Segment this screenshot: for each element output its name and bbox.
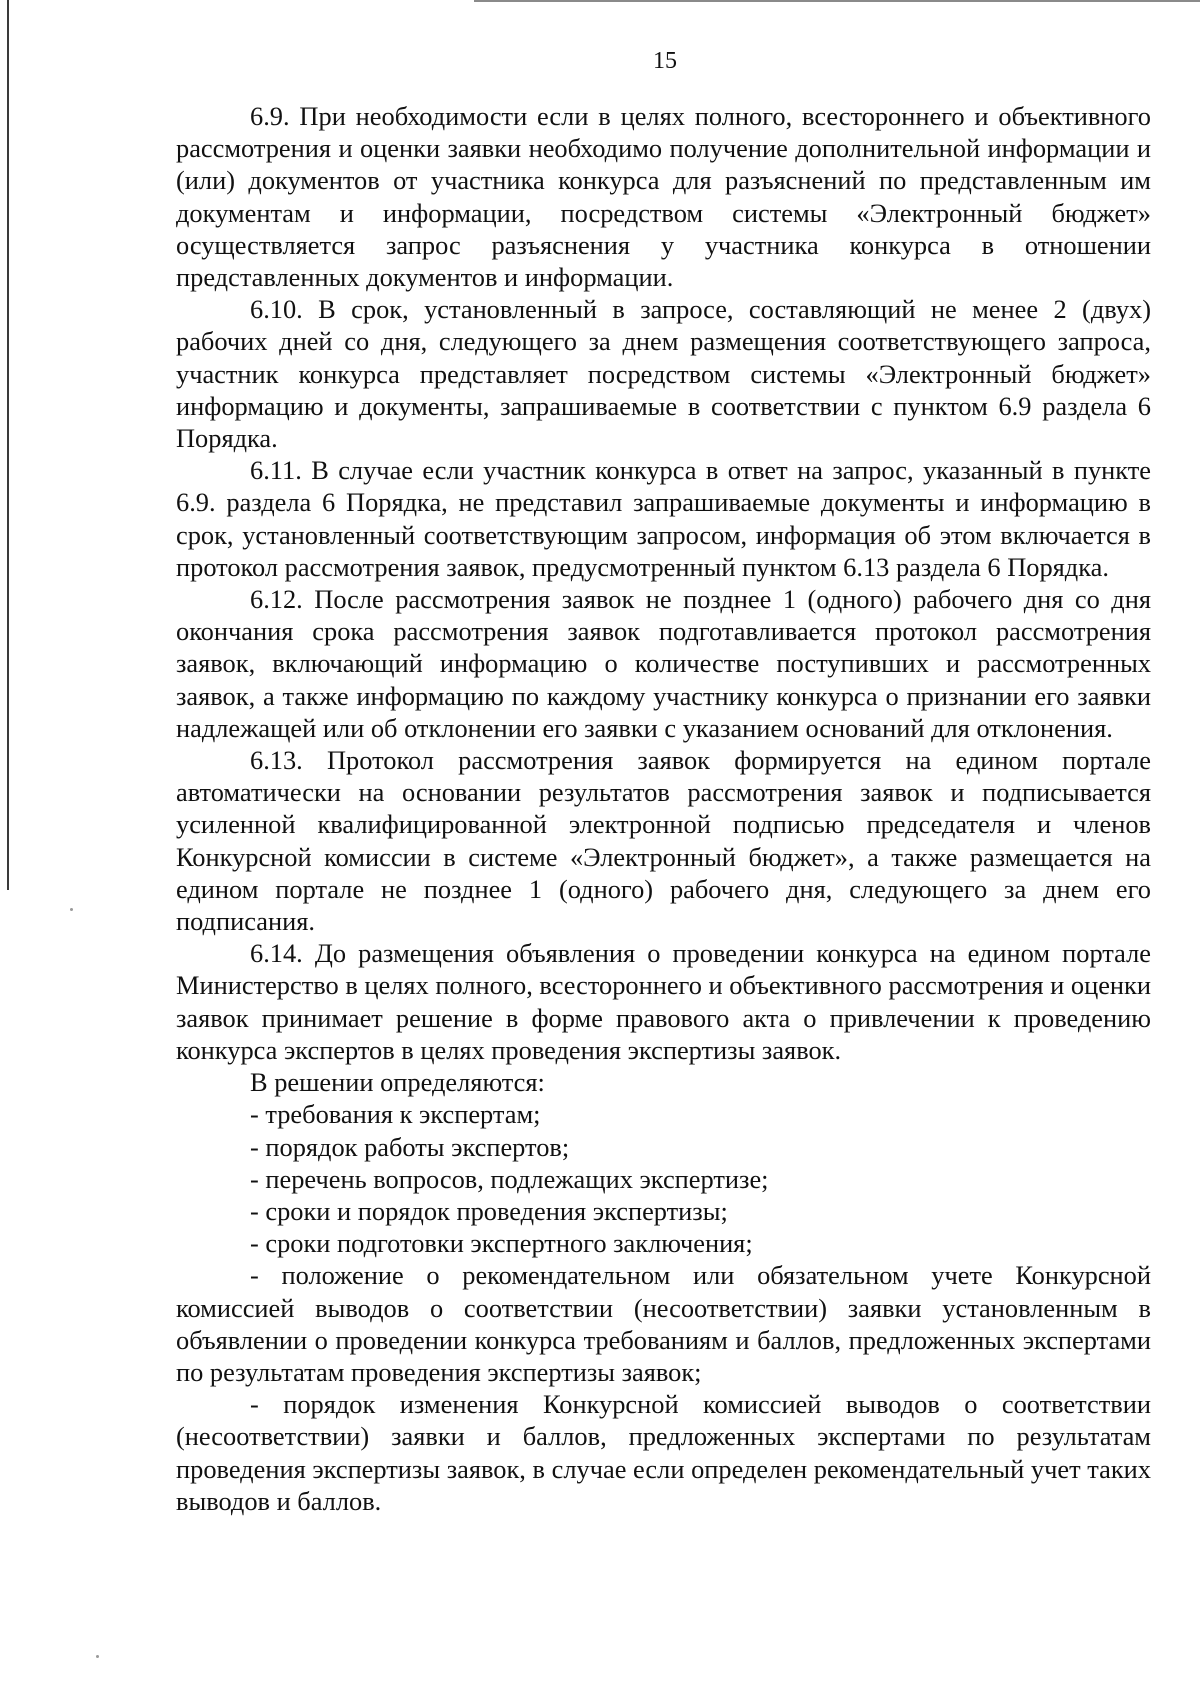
scan-left-edge — [7, 0, 9, 890]
paragraph-decision-intro: В решении определяются: — [250, 1067, 545, 1098]
paragraph-6-9: 6.9. При необходимости если в целях полного, всестороннего и объективного рассмотрения и оценки заявки необходимо получение дополнительной информации и (или) документов от участника конкурса для разъяснений по представленным им документам и информации, посредством системы «Электронный бюджет» осуществляется запрос разъяснения у участника конкурса в отношении представленных документов и информации. — [176, 101, 1151, 293]
scan-speck — [70, 908, 73, 911]
scan-top-edge — [474, 0, 1200, 2]
paragraph-6-10: 6.10. В срок, установленный в запросе, составляющий не менее 2 (двух) рабочих дней со дня, следующего за днем размещения соответствующего запроса, участник конкурса представляет посредством системы «Электронный бюджет» информацию и документы, запрашиваемые в соответствии с пунктом 6.9 раздела 6 Порядка. — [176, 294, 1151, 454]
paragraph-6-14: 6.14. До размещения объявления о проведении конкурса на едином портале Министерство в целях полного, всестороннего и объективного рассмотрения и оценки заявок принимает решение в форме правового акта о привлечении к проведению конкурса экспертов в целях проведения экспертизы заявок. — [176, 938, 1151, 1065]
paragraph-6-12: 6.12. После рассмотрения заявок не позднее 1 (одного) рабочего дня со дня окончания срока рассмотрения заявок подготавливается протокол рассмотрения заявок, включающий информацию о количестве поступивших и рассмотренных заявок, а также информацию по каждому участнику конкурса о признании его заявки надлежащей или об отклонении его заявки с указанием оснований для отклонения. — [176, 584, 1151, 743]
list-item: - перечень вопросов, подлежащих экспертизе; — [250, 1163, 769, 1194]
list-item: - сроки и порядок проведения экспертизы; — [250, 1195, 728, 1226]
list-item: - сроки подготовки экспертного заключения; — [250, 1228, 753, 1259]
paragraph-6-13: 6.13. Протокол рассмотрения заявок формируется на едином портале автоматически на основании результатов рассмотрения заявок и подписывается усиленной квалифицированной электронной подписью председателя и членов Конкурсной комиссии в системе «Электронный бюджет», а также размещается на едином портале не позднее 1 (одного) рабочего дня, следующего за днем его подписания. — [176, 745, 1151, 937]
scan-speck — [96, 1655, 99, 1658]
list-item: - требования к экспертам; — [250, 1099, 541, 1130]
list-item: - порядок изменения Конкурсной комиссией выводов о соответствии (несоответствии) заявки и баллов, предложенных экспертами по результатам проведения экспертизы заявок, в случае если определен рекомендательный учет таких выводов и баллов. — [176, 1389, 1151, 1516]
list-item: - порядок работы экспертов; — [250, 1131, 570, 1162]
document-body — [176, 100, 1151, 1517]
list-item: - положение о рекомендательном или обязательном учете Конкурсной комиссией выводов о соответствии (несоответствии) заявки установленным в объявлении о проведении конкурса требованиям и баллов, предложенных экспертами по результатам проведения экспертизы заявок; — [176, 1260, 1151, 1387]
paragraph-6-11: 6.11. В случае если участник конкурса в ответ на запрос, указанный в пункте 6.9. раздела 6 Порядка, не представил запрашиваемые документы и информацию в срок, установленный соответствующим запросом, информация об этом включается в протокол рассмотрения заявок, предусмотренный пунктом 6.13 раздела 6 Порядка. — [176, 455, 1151, 582]
page-number: 15 — [653, 48, 677, 74]
